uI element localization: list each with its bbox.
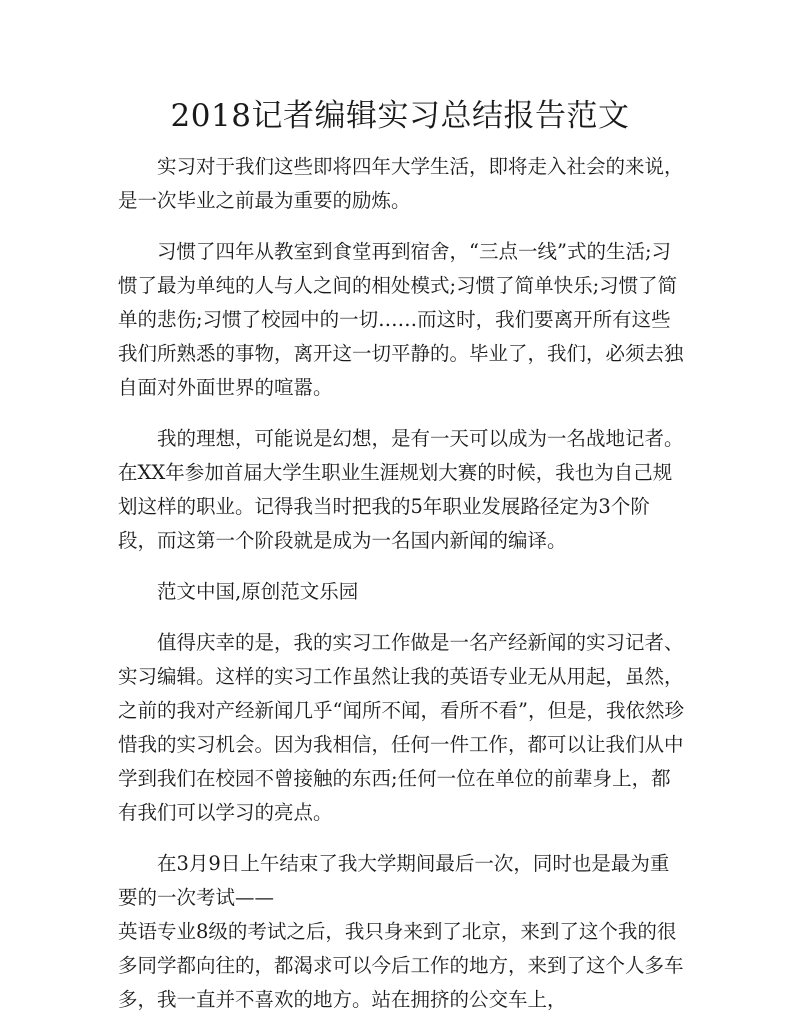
document-body xyxy=(118,150,688,1034)
paragraph-5: 值得庆幸的是，我的实习工作做是一名产经新闻的实习记者、实习编辑。这样的实习工作虽然让我的英语专业无从用起，虽然，之前的我对产经新闻几乎“闻所不闻，看所不看”，但是，我依然珍惜我的实习机会。因为我相信，任何一件工作，都可以让我们从中学到我们在校园不曾接触的东西;任何一位在单位的前辈身上，都有我们可以学习的亮点。 xyxy=(118,631,684,824)
paragraph-3: 我的理想，可能说是幻想，是有一天可以成为一名战地记者。在XX年参加首届大学生职业生涯规划大赛的时候，我也为自己规划这样的职业。记得我当时把我的5年职业发展路径定为3个阶段，而这第一个阶段就是成为一名国内新闻的编译。 xyxy=(118,427,684,552)
paragraph-7: 英语专业8级的考试之后，我只身来到了北京，来到了这个我的很多同学都向往的，都渴求可以今后工作的地方，来到了这个人多车多，我一直并不喜欢的地方。站在拥挤的公交车上， xyxy=(118,920,684,1011)
paragraph-4: 范文中国,原创范文乐园 xyxy=(157,580,359,603)
paragraph-6: 在3月9日上午结束了我大学期间最后一次，同时也是最为重要的一次考试—— xyxy=(118,852,670,909)
paragraph-2: 习惯了四年从教室到食堂再到宿舍，“三点一线”式的生活;习惯了最为单纯的人与人之间的相处模式;习惯了简单快乐;习惯了简单的悲伤;习惯了校园中的一切……而这时，我们要离开所有这些我们所熟悉的事物，离开这一切平静的。毕业了，我们，必须去独自面对外面世界的喧嚣。 xyxy=(118,240,684,399)
document-title: 2018记者编辑实习总结报告范文 xyxy=(170,98,630,134)
paragraph-1: 实习对于我们这些即将四年大学生活，即将走入社会的来说，是一次毕业之前最为重要的励炼。 xyxy=(118,155,684,212)
